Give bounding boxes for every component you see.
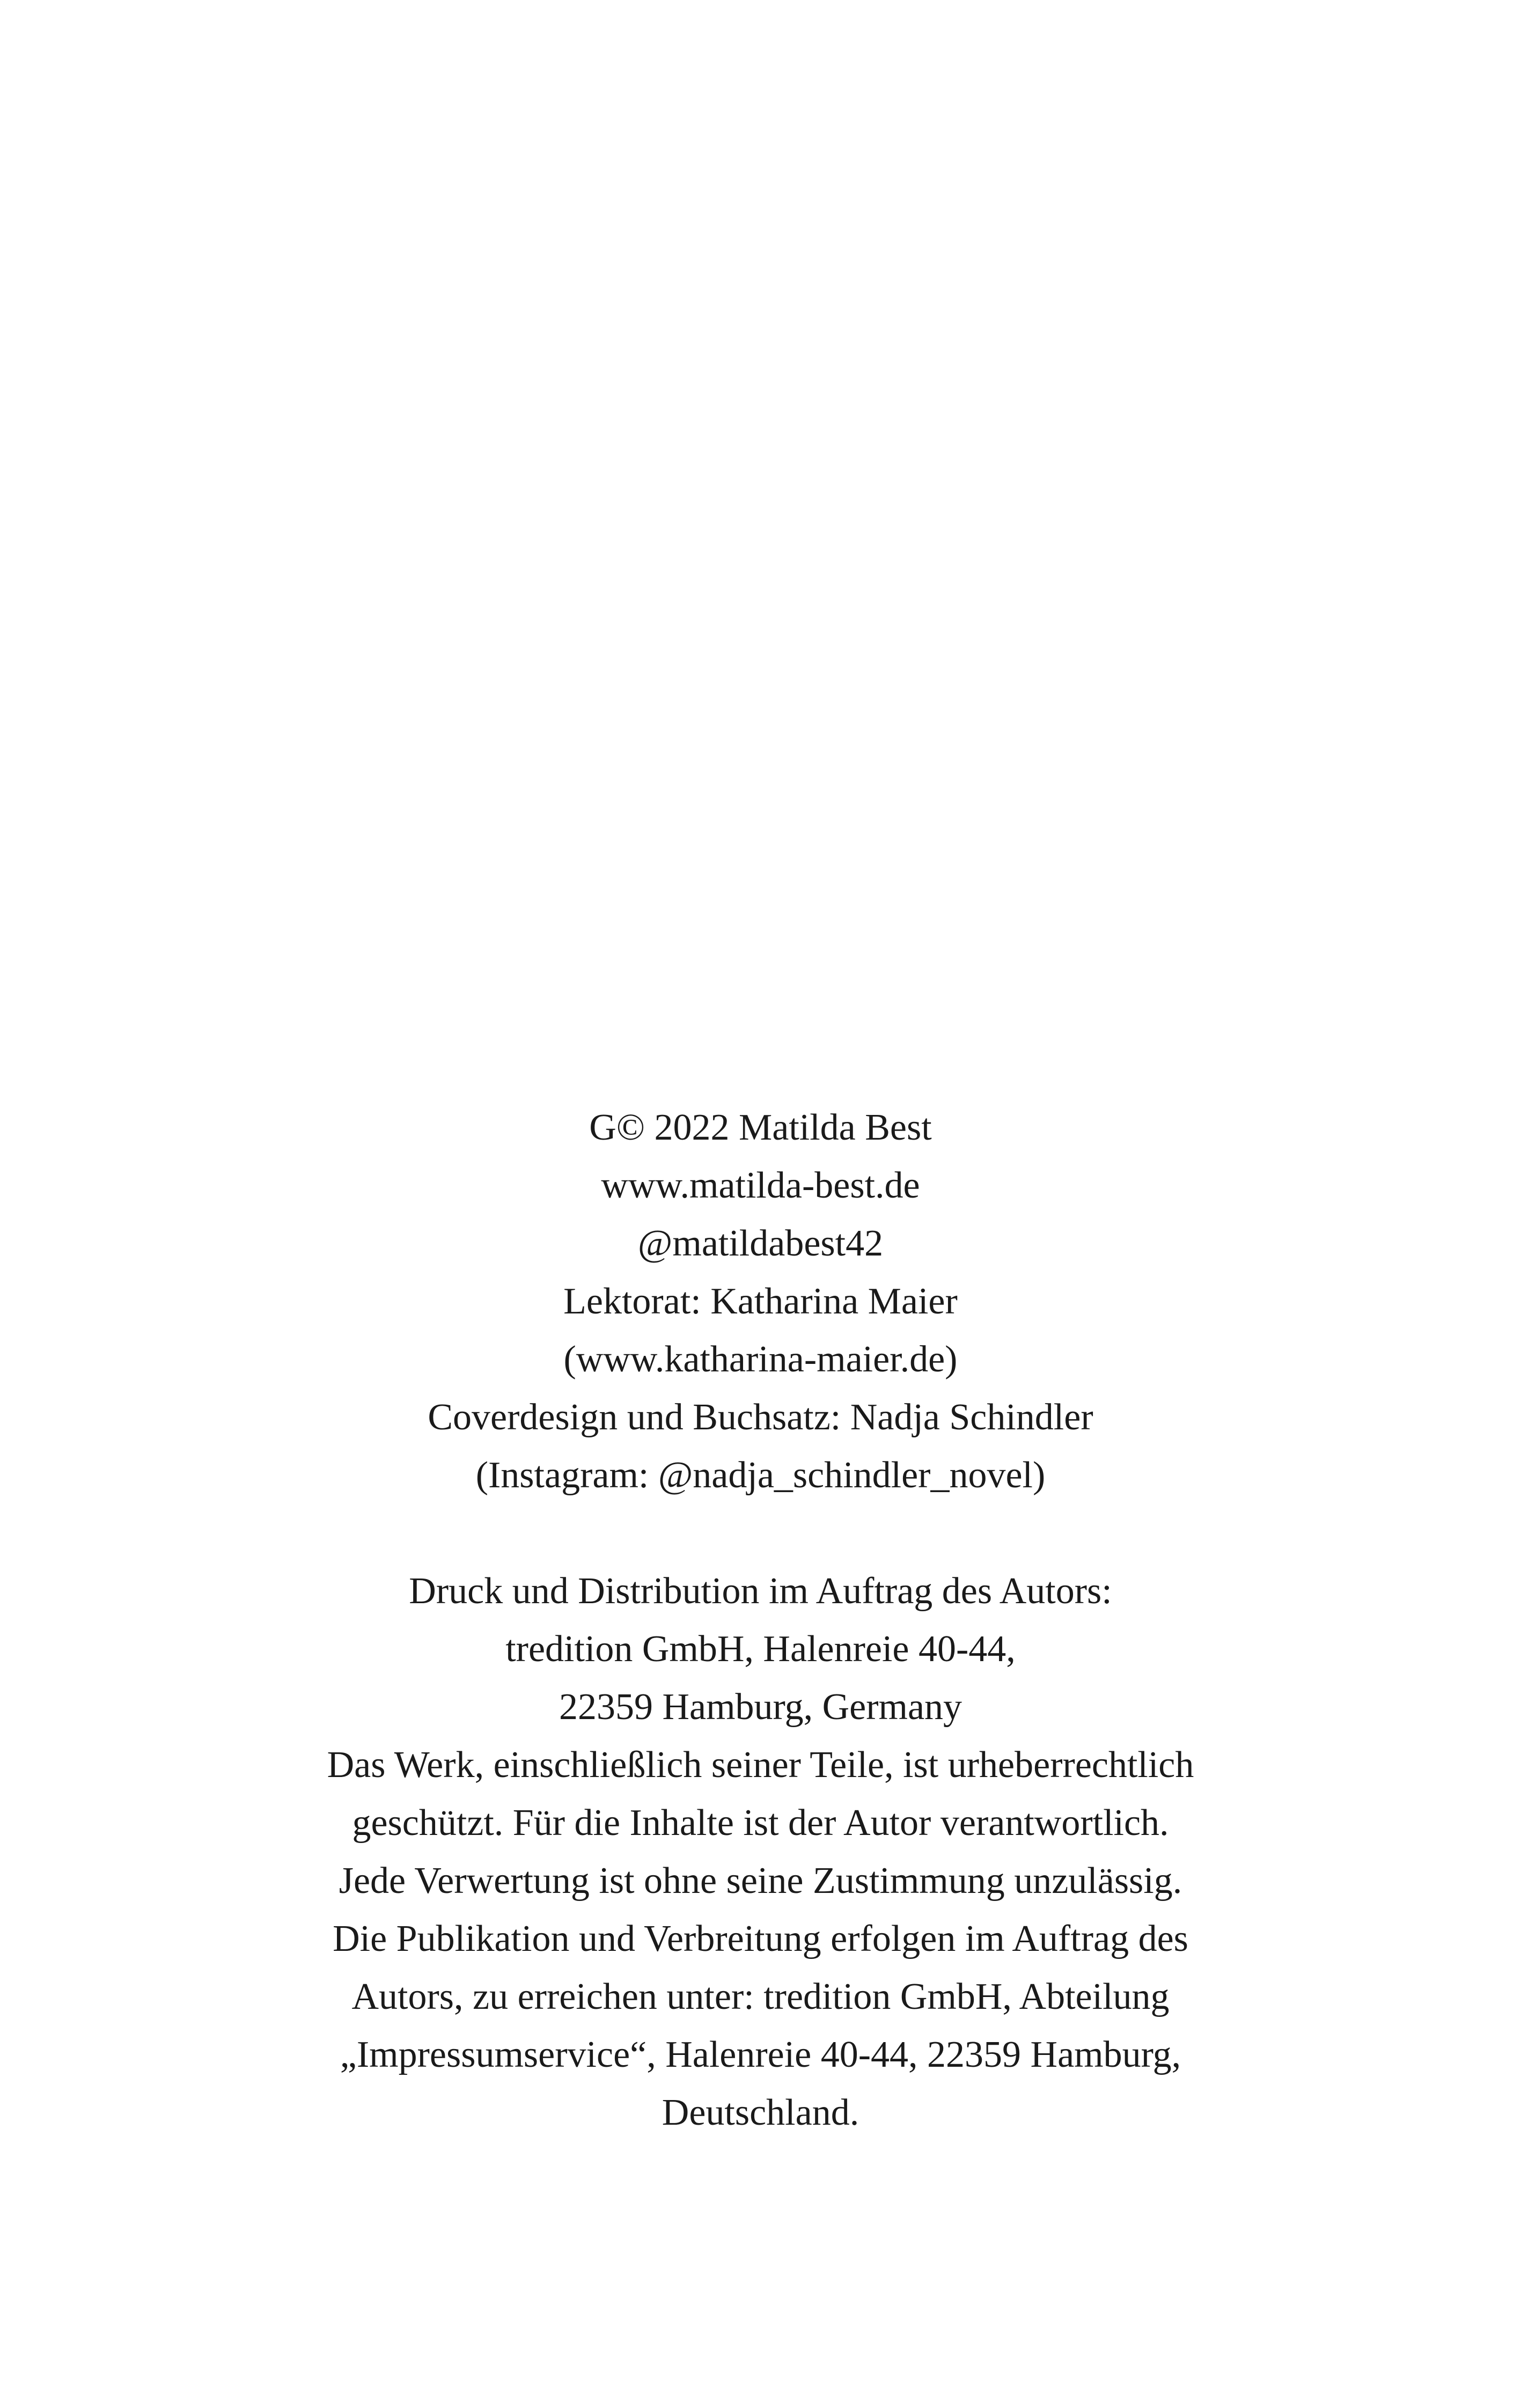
editor-line: Lektorat: Katharina Maier bbox=[563, 1281, 958, 1322]
author-website-line: www.matilda-best.de bbox=[601, 1165, 920, 1206]
legal-line: geschützt. Für die Inhalte ist der Autor verantwortlich. bbox=[352, 1802, 1169, 1844]
legal-line: Jede Verwertung ist ohne seine Zustimmung unzulässig. bbox=[339, 1860, 1182, 1902]
designer-handle-line: (Instagram: @nadja_schindler_novel) bbox=[475, 1455, 1046, 1496]
legal-line: 22359 Hamburg, Germany bbox=[559, 1686, 962, 1728]
author-handle-line: @matildabest42 bbox=[637, 1223, 884, 1264]
legal-line: Die Publikation und Verbreitung erfolgen im Auftrag des bbox=[333, 1918, 1188, 1959]
legal-section bbox=[0, 1562, 1521, 2142]
editor-website-line: (www.katharina-maier.de) bbox=[563, 1339, 958, 1380]
section-gap bbox=[0, 1504, 1521, 1562]
copyright-line: G© 2022 Matilda Best bbox=[589, 1107, 932, 1148]
cover-design-line: Coverdesign und Buchsatz: Nadja Schindler bbox=[428, 1397, 1093, 1438]
credits-section bbox=[0, 1099, 1521, 1504]
imprint-block bbox=[0, 1099, 1521, 2142]
legal-line: Autors, zu erreichen unter: tredition GmbH, Abteilung bbox=[351, 1976, 1170, 2017]
legal-line: Deutschland. bbox=[662, 2092, 859, 2133]
legal-line: „Impressumservice“, Halenreie 40-44, 22359 Hamburg, bbox=[340, 2034, 1181, 2075]
legal-line: Druck und Distribution im Auftrag des Autors: bbox=[409, 1570, 1112, 1612]
legal-line: Das Werk, einschließlich seiner Teile, ist urheberrechtlich bbox=[327, 1744, 1194, 1786]
legal-line: tredition GmbH, Halenreie 40-44, bbox=[505, 1628, 1016, 1670]
